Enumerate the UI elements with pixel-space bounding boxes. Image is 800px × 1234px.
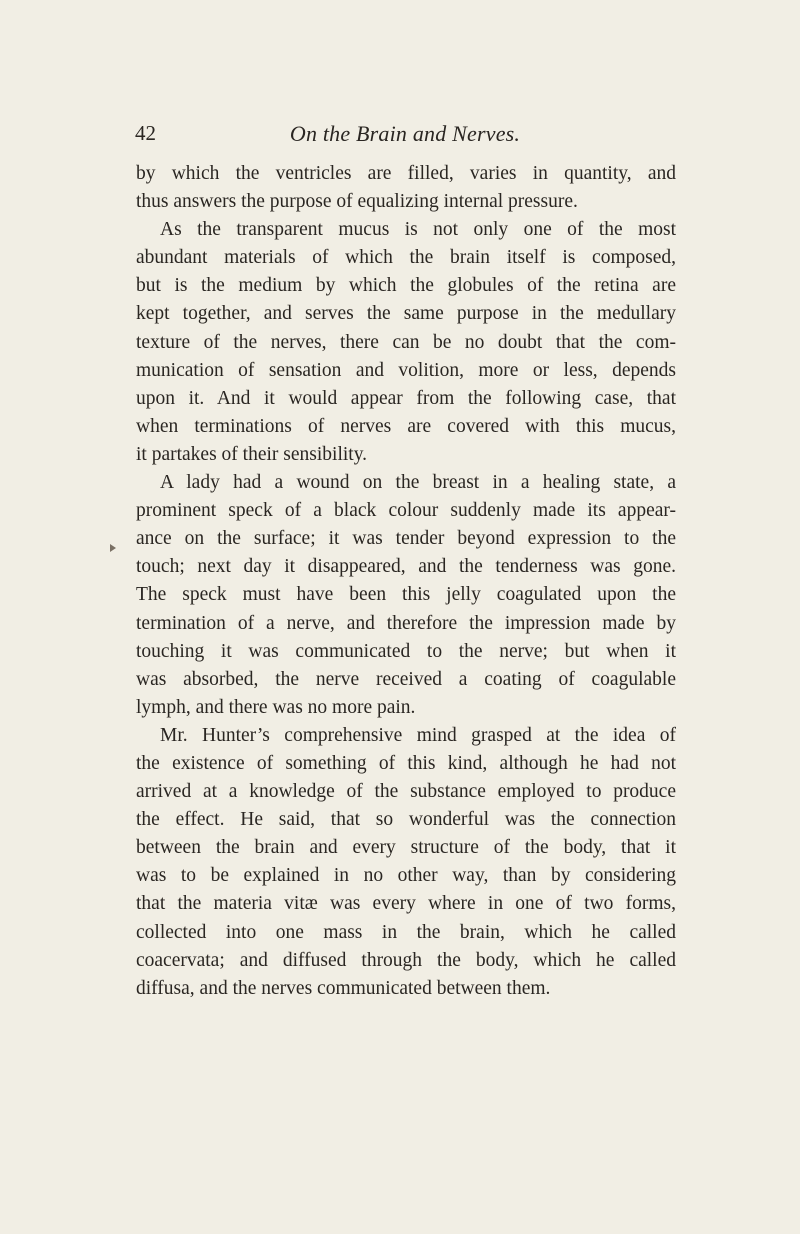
text-line: the existence of something of this kind, although he had not (136, 752, 676, 774)
text-line: was to be explained in no other way, than by considering (136, 865, 676, 887)
text-line: touch; next day it disappeared, and the tenderness was gone. (136, 556, 676, 578)
text-line: ance on the surface; it was tender beyond expression to the (136, 528, 676, 550)
text-line: it partakes of their sensibility. (136, 443, 368, 465)
text-line: that the materia vitæ was every where in one of two forms, (136, 893, 676, 915)
text-line: between the brain and every structure of the body, that it (136, 837, 676, 859)
text-line: upon it. And it would appear from the following case, that (136, 387, 676, 409)
text-line: texture of the nerves, there can be no doubt that the com- (136, 331, 676, 353)
text-line: was absorbed, the nerve received a coating of coagulable (136, 668, 676, 690)
text-line: but is the medium by which the globules of the retina are (136, 275, 676, 297)
text-line: touching it was communicated to the nerve; but when it (136, 640, 676, 662)
text-line: prominent speck of a black colour suddenly made its appear- (136, 500, 676, 522)
page-number: 42 (135, 121, 156, 145)
text-line: when terminations of nerves are covered with this mucus, (136, 415, 676, 437)
text-line: munication of sensation and volition, more or less, depends (136, 359, 676, 381)
running-title: On the Brain and Nerves. (289, 121, 521, 146)
text-line: thus answers the purpose of equalizing internal pressure. (136, 191, 578, 213)
text-line: abundant materials of which the brain itself is composed, (136, 247, 676, 269)
text-line: The speck must have been this jelly coagulated upon the (136, 584, 676, 606)
text-line: kept together, and serves the same purpose in the medullary (136, 303, 676, 325)
text-line: by which the ventricles are filled, varies in quantity, and (136, 163, 676, 184)
text-line: diffusa, and the nerves communicated between them. (136, 977, 551, 999)
text-line: A lady had a wound on the breast in a healing state, a (160, 472, 676, 494)
text-line: termination of a nerve, and therefore the impression made by (136, 612, 676, 634)
text-line: As the transparent mucus is not only one of the most (160, 219, 676, 241)
text-line: arrived at a knowledge of the substance employed to produce (136, 781, 676, 803)
text-line: Mr. Hunter’s comprehensive mind grasped at the idea of (160, 724, 676, 746)
text-line: the effect. He said, that so wonderful was the connection (136, 809, 676, 831)
body-text (136, 160, 676, 1003)
margin-mark-icon (110, 544, 116, 552)
page-header (135, 121, 675, 151)
text-line: collected into one mass in the brain, which he called (136, 921, 676, 943)
text-line: coacervata; and diffused through the body, which he called (136, 949, 676, 971)
text-line: lymph, and there was no more pain. (136, 696, 416, 718)
